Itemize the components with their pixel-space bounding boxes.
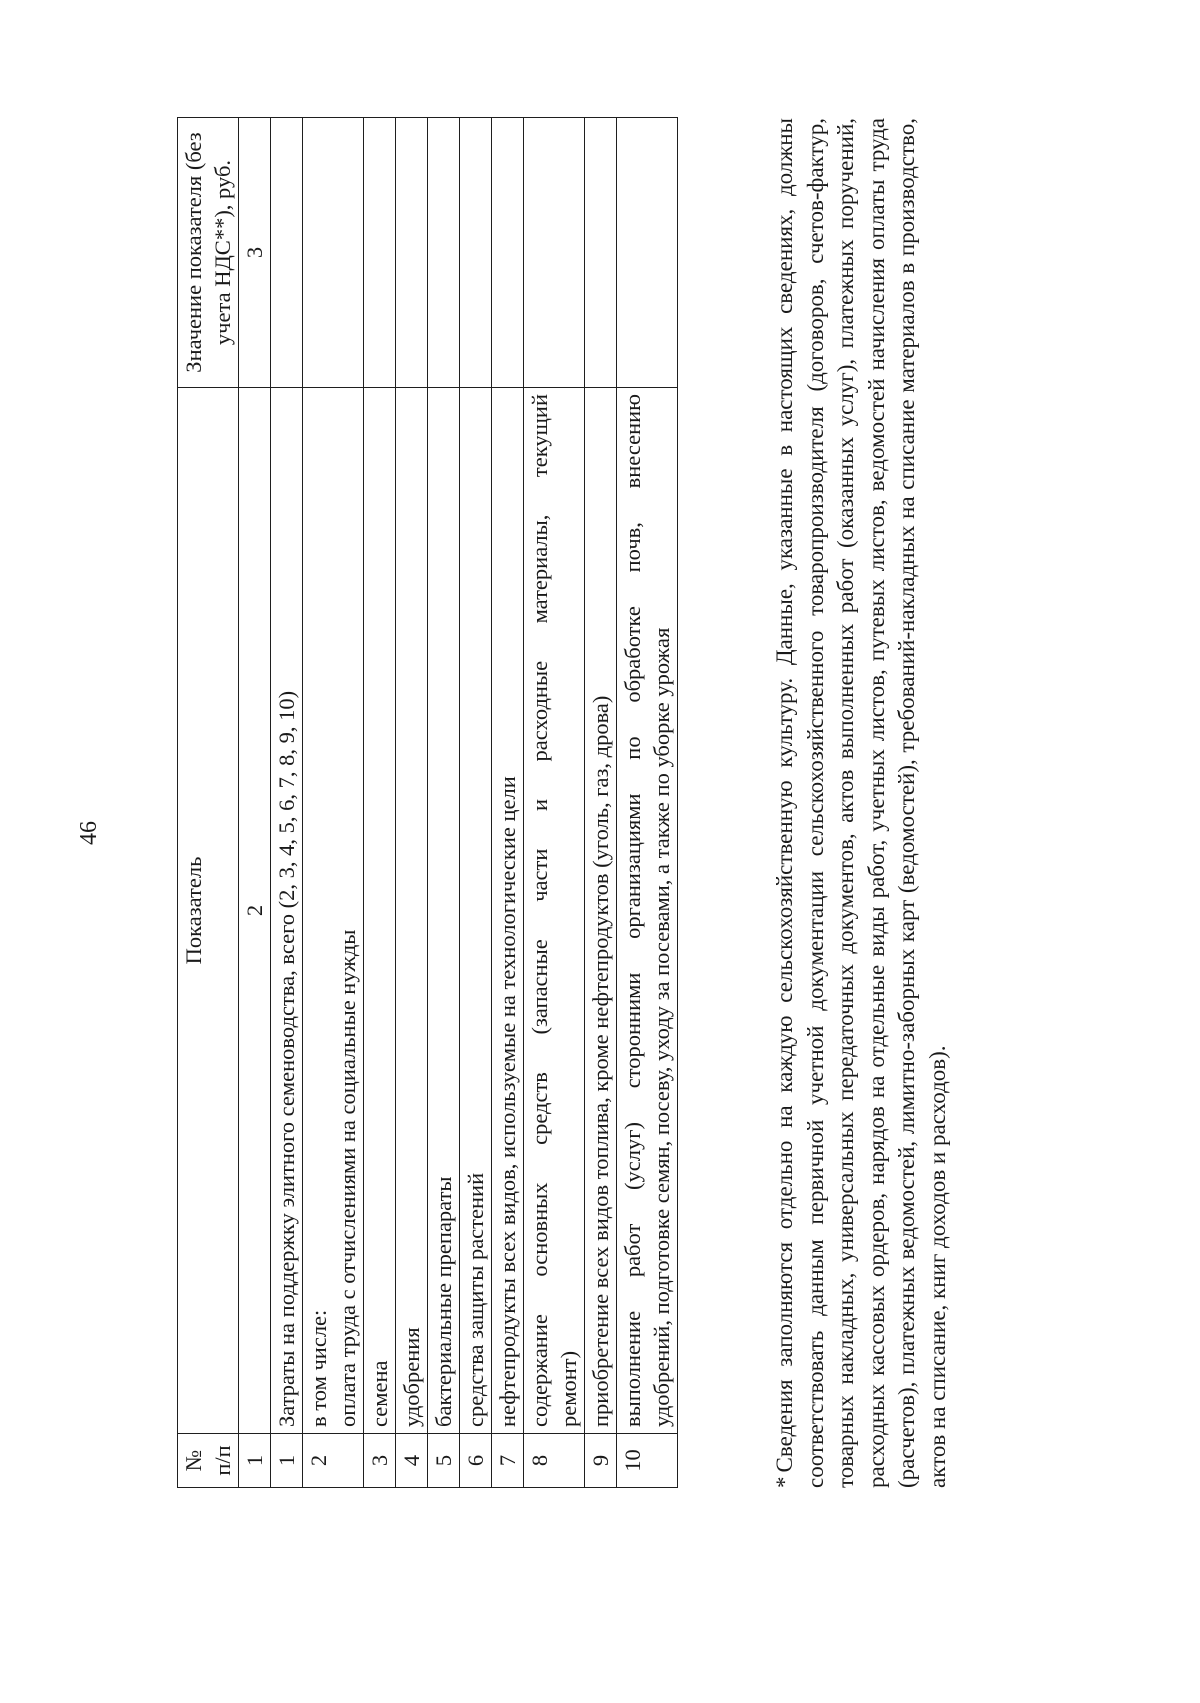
table-row [271,118,303,1488]
row-value [492,118,524,388]
row-text-line: удобрений, подготовке семян, посеву, уходу за посевами, а также по уборке урожая [649,627,674,1427]
table-row [428,118,460,1488]
row-text [617,388,678,1434]
row-num: 6 [460,1434,492,1488]
row-value [524,118,585,388]
table-row [396,118,428,1488]
footnote-text: Сведения заполняются отдельно на каждую сельскохозяйственную культуру. Данные, указанные в настоящих сведениях, должны соответствовать данным первичной учетной документации сельскохозяйственного товаропроизводителя (договоров, счетов-фактур, товарных накладных, универсальных передаточных документов, актов выполненных работ (оказанных услуг), платежных поручений, расходных кассовых ордеров, нарядов на отдельные виды работ, учетных листов, путевых листов, ведомостей начисления оплаты труда (расчетов), платежных ведомостей, лимитно-заборных карт (ведомостей), требований-накладных на списание материалов в производство, актов на списание, книг доходов и расходов). [772,118,950,1488]
row-num: 1 [271,1434,303,1488]
page-number: 46 [76,821,102,845]
row-value [271,118,303,388]
column-number: 1 [239,1434,271,1488]
row-text: бактериальные препараты [428,388,460,1434]
footnote [770,118,953,1488]
row-text [303,388,364,1434]
row-value [396,118,428,388]
row-value [460,118,492,388]
row-value [364,118,396,388]
column-number: 3 [239,118,271,388]
row-text [524,388,585,1434]
row-num: 2 [303,1434,364,1488]
row-text: средства защиты растений [460,388,492,1434]
row-value [303,118,364,388]
row-num: 5 [428,1434,460,1488]
table-row [460,118,492,1488]
indicators-table [177,117,678,1488]
row-text-line: оплата труда с отчислениями на социальные нужды [335,929,360,1427]
table-row [364,118,396,1488]
row-text: семена [364,388,396,1434]
row-text-line: ремонт) [556,1350,581,1427]
row-value [617,118,678,388]
header-num: № п/п [178,1434,239,1488]
footnote-marker: * [772,1476,797,1488]
row-text-line: содержание основных средств (запасные части и расходные материалы, текущий [527,394,552,1427]
rotated-page [0,63,1180,1703]
row-num: 3 [364,1434,396,1488]
row-num: 8 [524,1434,585,1488]
row-text: нефтепродукты всех видов, используемые на технологические цели [492,388,524,1434]
row-value [428,118,460,388]
row-num: 10 [617,1434,678,1488]
column-number: 2 [239,388,271,1434]
column-numbers-row [239,118,271,1488]
table-row [303,118,364,1488]
row-text-line: выполнение работ (услуг) сторонними организациями по обработке почв, внесению [620,394,645,1427]
row-num: 4 [396,1434,428,1488]
header-value: Значение показателя (без учета НДС**), руб. [178,118,239,388]
header-indicator: Показатель [178,388,239,1434]
row-num: 9 [585,1434,617,1488]
row-text: Затраты на поддержку элитного семеноводства, всего (2, 3, 4, 5, 6, 7, 8, 9, 10) [271,388,303,1434]
table-header-row [178,118,239,1488]
row-value [585,118,617,388]
table-row [524,118,585,1488]
row-text: удобрения [396,388,428,1434]
row-num: 7 [492,1434,524,1488]
table-row [585,118,617,1488]
table-row [617,118,678,1488]
table-row [492,118,524,1488]
row-text: приобретение всех видов топлива, кроме нефтепродуктов (уголь, газ, дрова) [585,388,617,1434]
row-text-line: в том числе: [306,1309,331,1427]
